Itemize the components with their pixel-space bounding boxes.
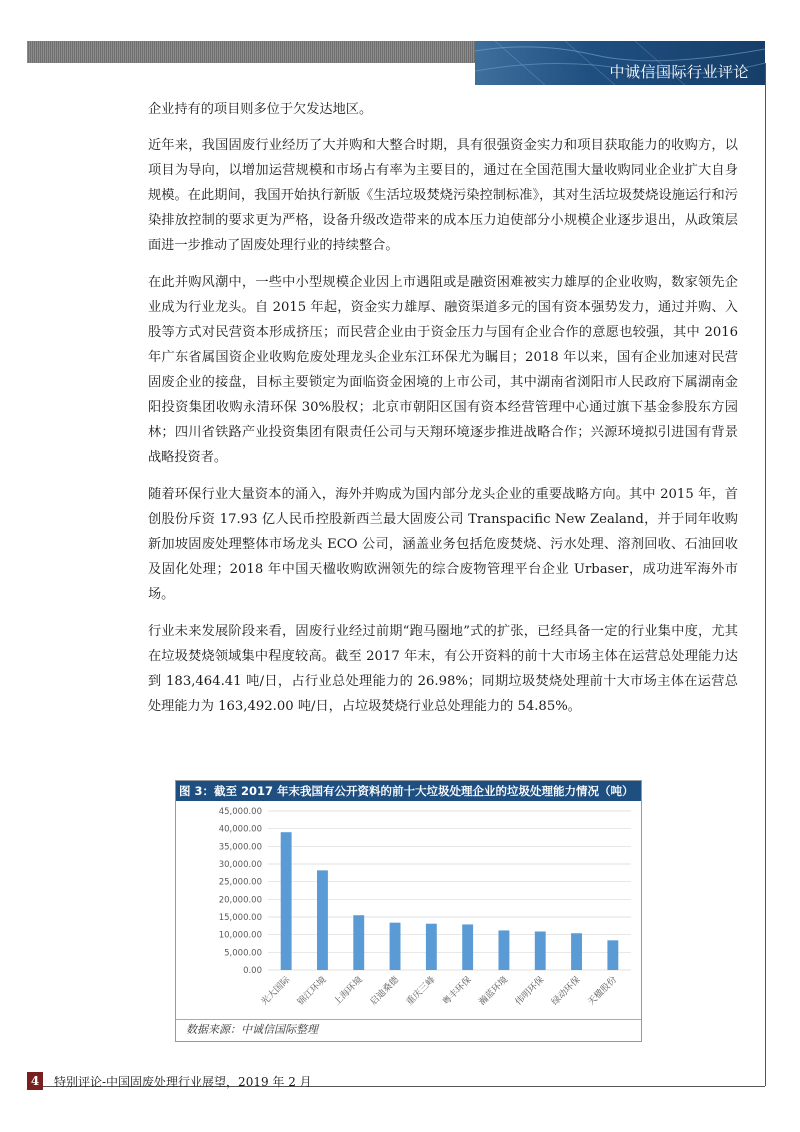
bar	[353, 915, 364, 970]
bar-chart	[176, 803, 641, 1018]
figure-title: 图 3：截至 2017 年末我国有公开资料的前十大垃圾处理企业的垃圾处理能力情况（吨）	[176, 781, 641, 801]
page-number: 4	[27, 1072, 43, 1090]
figure-source-divider	[176, 1019, 641, 1020]
right-border	[765, 63, 766, 1086]
y-tick-label: 35,000.00	[218, 842, 262, 853]
footer-text: 特别评论-中国固废处理行业展望，2019 年 2 月	[54, 1075, 312, 1089]
paragraph: 行业未来发展阶段来看，固废行业经过前期“跑马圈地”式的扩张，已经具备一定的行业集中度，尤其在垃圾焚烧领域集中程度较高。截至 2017 年末，有公开资料的前十大市场主体在运营总处理能力达到 183,464.41 吨/日，占行业总处理能力的 26.98%；同期垃圾焚烧处理前十大市场主体在运营总处理能力为 163,492.00 吨/日，占垃圾焚烧行业总处理能力的 54.85%。	[148, 624, 738, 714]
y-tick-label: 25,000.00	[218, 877, 262, 888]
y-tick-label: 10,000.00	[218, 930, 262, 941]
article-body	[148, 97, 738, 731]
x-tick-label: 启迪桑德	[368, 975, 402, 1008]
x-tick-label: 粤丰环保	[441, 975, 474, 1008]
paragraph: 近年来，我国固废行业经历了大并购和大整合时期，具有很强资金实力和项目获取能力的收购方，以项目为导向，以增加运营规模和市场占有率为主要目的，通过在全国范围大量收购同业企业扩大自身规模。在此期间，我国开始执行新版《生活垃圾焚烧污染控制标准》，其对生活垃圾焚烧设施运行和污染排放控制的要求更为严格，设备升级改造带来的成本压力迫使部分小规模企业逐步退出，从政策层面进一步推动了固废处理行业的持续整合。	[148, 138, 738, 253]
paragraph: 随着环保行业大量资本的涌入，海外并购成为国内部分龙头企业的重要战略方向。其中 2015 年，首创股份斥资 17.93 亿人民币控股新西兰最大固废公司 Transpacific New Zealand，并于同年收购新加坡固废处理整体市场龙头 ECO 公司，涵盖业务包括危废焚烧、污水处理、溶剂回收、石油回收及固化处理；2018 年中国天楹收购欧洲领先的综合废物管理平台企业 Urbaser，成功进军海外市场。	[148, 487, 738, 602]
y-tick-label: 40,000.00	[218, 824, 262, 835]
bar	[281, 832, 292, 970]
bar	[499, 930, 510, 970]
x-tick-label: 瀚蓝环境	[477, 975, 511, 1008]
y-tick-label: 15,000.00	[218, 913, 262, 923]
y-tick-label: 30,000.00	[218, 860, 262, 870]
bar	[535, 931, 546, 970]
figure-source: 数据来源：中诚信国际整理	[186, 1023, 318, 1036]
x-tick-label: 天楹股份	[586, 975, 619, 1008]
x-tick-label: 锦江环境	[296, 975, 329, 1008]
figure-3	[175, 780, 642, 1042]
paragraph: 企业持有的项目则多位于欠发达地区。	[148, 102, 373, 117]
paragraph: 在此并购风潮中，一些中小型规模企业因上市遇阻或是融资困难被实力雄厚的企业收购，数家领先企业成为行业龙头。自 2015 年起，资金实力雄厚、融资渠道多元的国有资本强势发力，通过并购、入股等方式对民营资本形成挤压；而民营企业由于资金压力与国有企业合作的意愿也较强，其中 2016 年广东省属国资企业收购危废处理龙头企业东江环保尤为瞩目；2018 年以来，国有企业加速对民营固废企业的接盘，目标主要锁定为面临资金困境的上市公司，其中湖南省浏阳市人民政府下属湖南金阳投资集团收购永清环保 30%股权；北京市朝阳区国有资本经营管理中心通过旗下基金参股东方园林；四川省铁路产业投资集团有限责任公司与天翔环境逐步推进战略合作；兴源环境拟引进国有背景战略投资者。	[148, 275, 738, 465]
y-tick-label: 0.00	[243, 966, 262, 976]
bar	[607, 940, 618, 970]
y-tick-label: 5,000.00	[224, 948, 262, 959]
bar	[571, 933, 582, 970]
x-tick-label: 重庆三峰	[404, 975, 438, 1008]
bar	[390, 923, 401, 970]
bar	[317, 870, 328, 970]
x-tick-label: 上海环境	[332, 975, 365, 1008]
y-tick-label: 45,000.00	[218, 807, 262, 817]
header-title: 中诚信国际行业评论	[609, 63, 749, 81]
x-tick-label: 绿动环保	[550, 975, 583, 1008]
header-banner	[475, 41, 765, 85]
bar	[462, 924, 473, 970]
bar	[426, 924, 437, 970]
y-tick-label: 20,000.00	[218, 895, 262, 906]
x-tick-label: 伟明环保	[513, 975, 547, 1008]
x-tick-label: 光大国际	[259, 975, 293, 1008]
